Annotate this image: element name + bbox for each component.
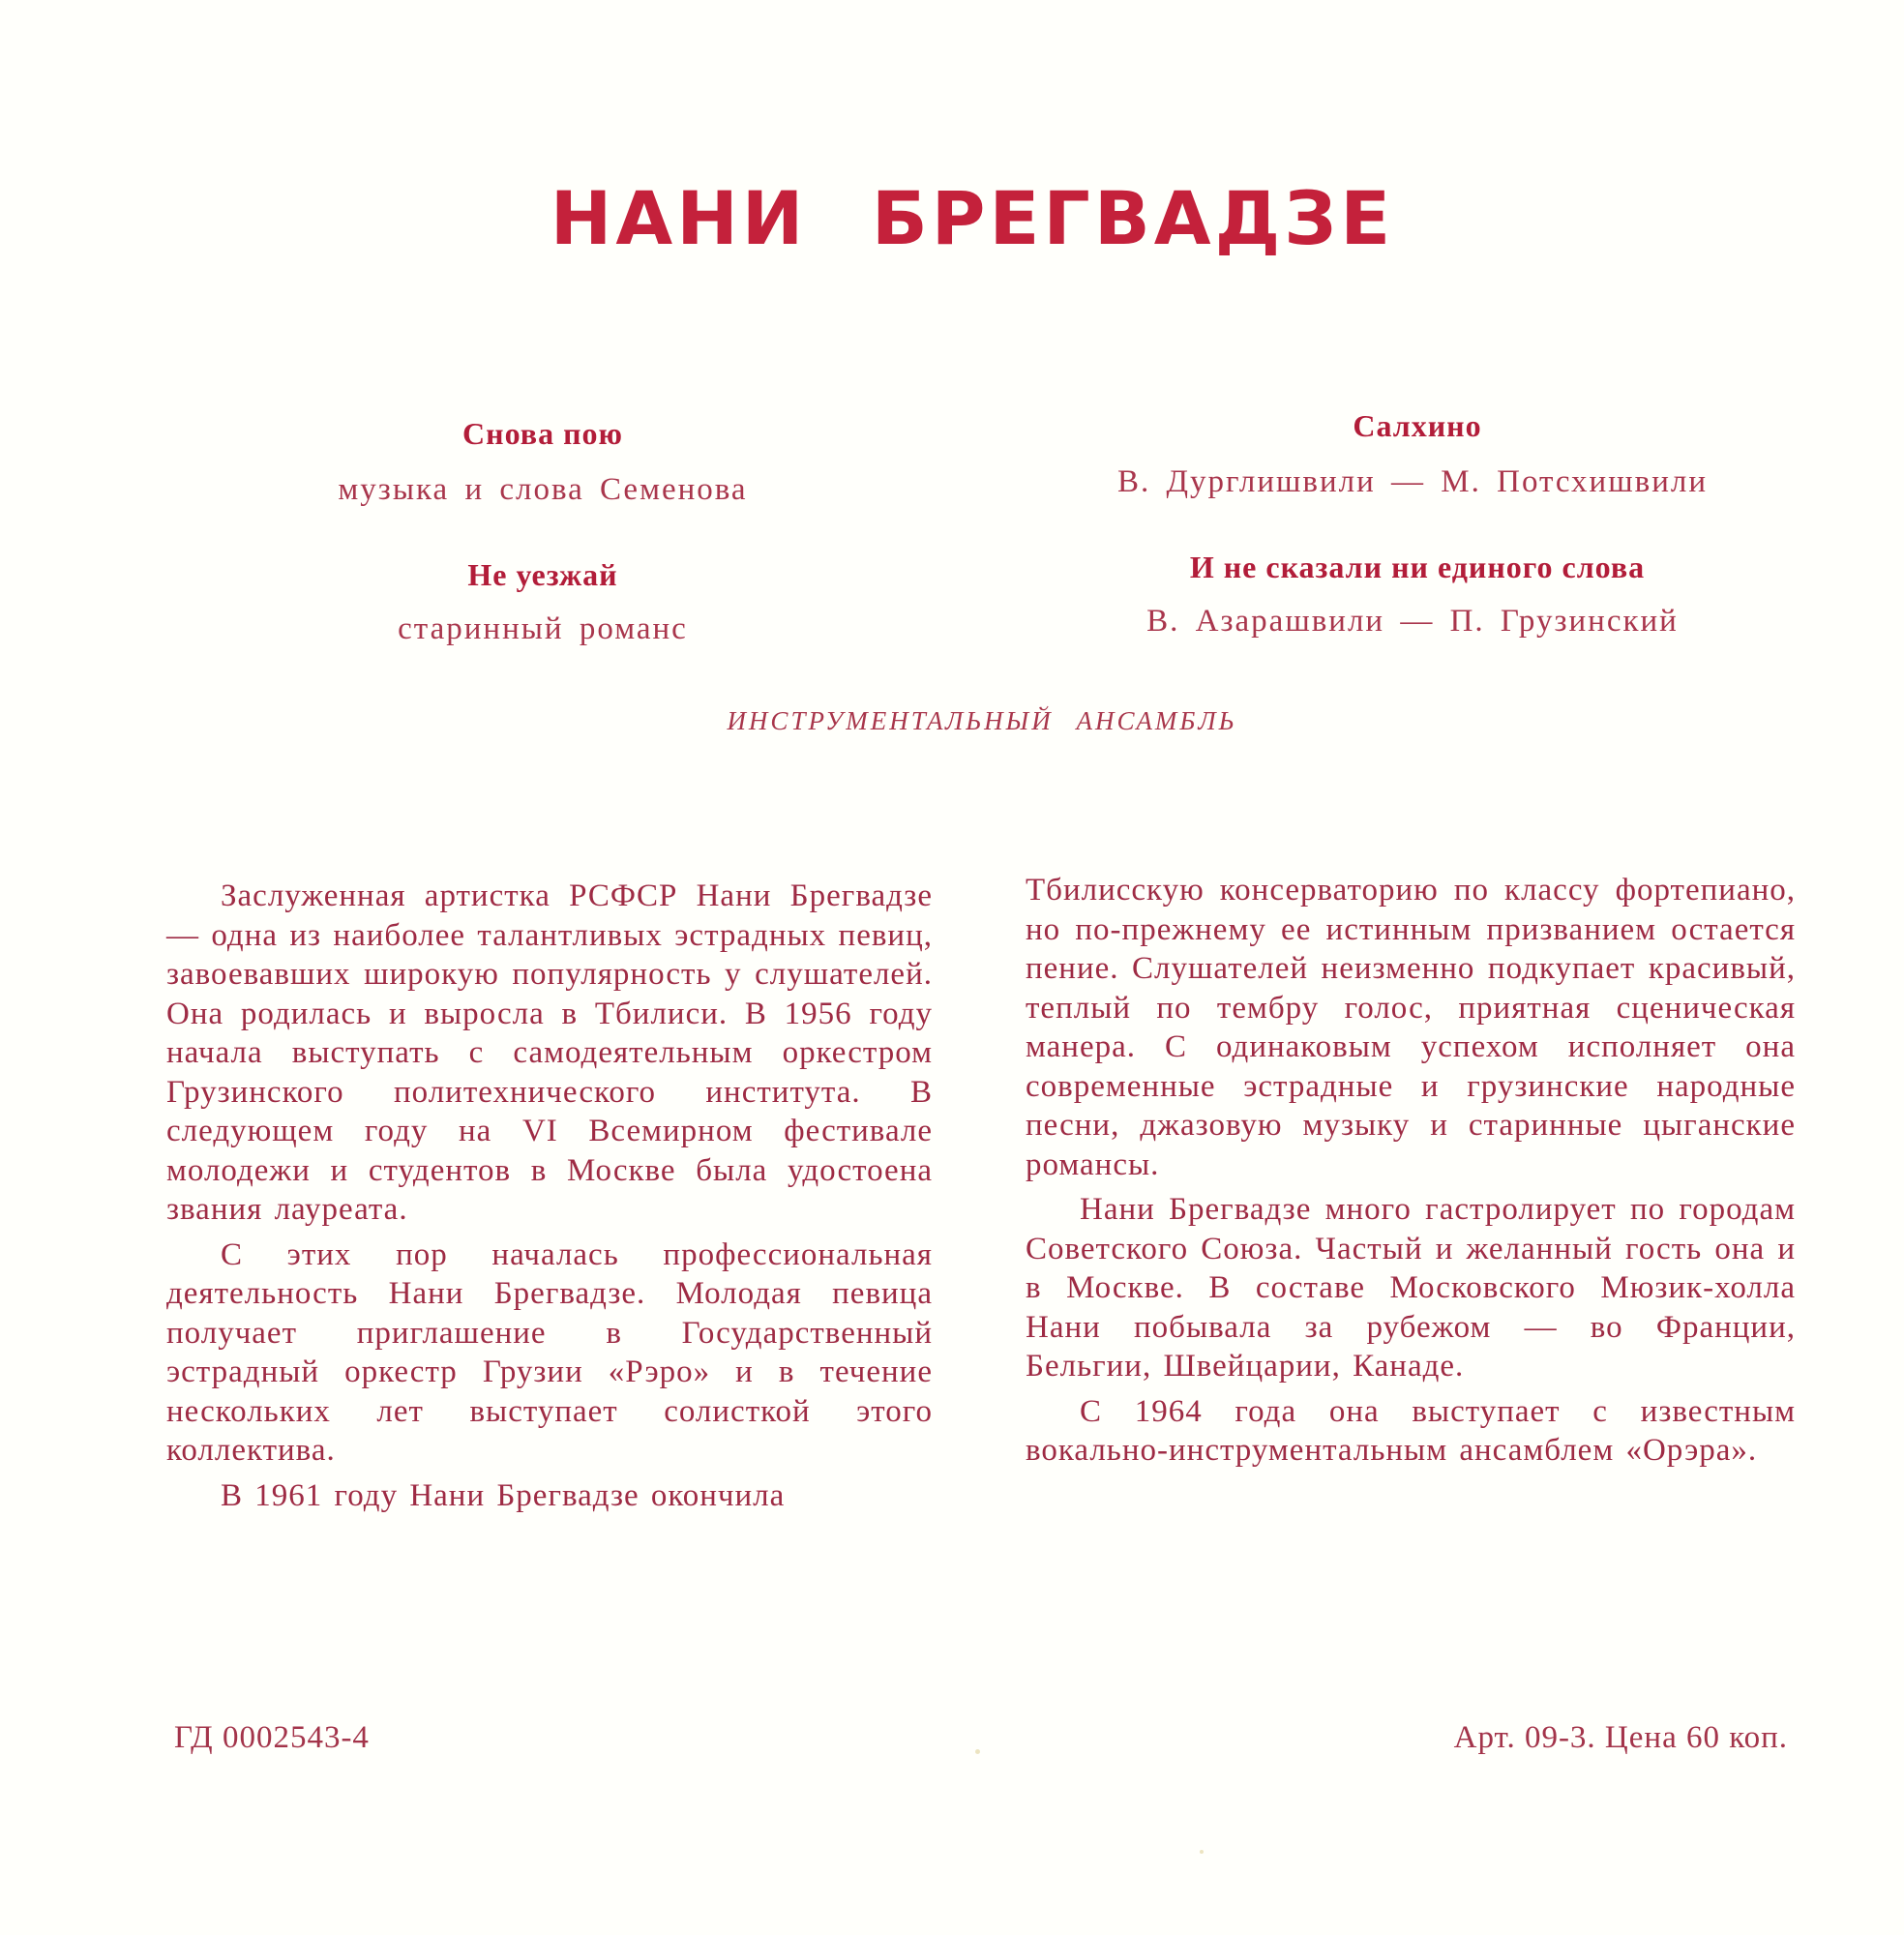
article-paragraph: С этих пор началась профессиональная деятельность Нани Брегвадзе. Молодая певица получает приглашение в Государственный эстрадный оркестр Грузии «Рэро» и в течение нескольких лет выступает солисткой этого коллектива. xyxy=(166,1236,933,1468)
song-credit-i-ne-skazali: В. Азарашвили — П. Грузинский xyxy=(1146,604,1679,639)
artist-title: НАНИ БРЕГВАДЗЕ xyxy=(550,175,1395,261)
song-credit-ne-uezzhay: старинный романс xyxy=(398,611,688,646)
song-credit-snova-poyu: музыка и слова Семенова xyxy=(338,472,748,507)
article-paragraph: Тбилисскую консерваторию по классу фортепиано, но по-прежнему ее истинным призванием остается пение. Слушателей неизменно подкупает красивый, теплый по тембру голос, приятная сценическая манера. С одинаковым успехом исполняет она современные эстрадные и грузинские народные песни, джазовую музыку и старинные цыганские романсы. xyxy=(1026,873,1796,1182)
paper-speck xyxy=(1200,1850,1204,1854)
article-paragraph: В 1961 году Нани Брегвадзе окончила xyxy=(221,1477,786,1513)
song-title-ne-uezzhay: Не уезжай xyxy=(467,557,618,592)
article-paragraph: Заслуженная артистка РСФСР Нани Брегвадзе — одна из наиболее талантливых эстрадных певиц, завоевавших широкую популярность у слушателей. Она родилась и выросла в Тбилиси. В 1956 году начала выступать с самодеятельным оркестром Грузинского политехнического института. В следующем году на VI Всемирном фестивале молодежи и студентов в Москве была удостоена звания лауреата. xyxy=(166,878,933,1227)
song-title-snova-poyu: Снова пою xyxy=(462,416,623,451)
song-title-salkhino: Салхино xyxy=(1353,408,1482,443)
article-column-left xyxy=(166,877,933,1521)
song-credit-salkhino: В. Дурглишвили — М. Потсхишвили xyxy=(1116,464,1708,499)
paper-speck xyxy=(975,1749,980,1754)
article-paragraph: Нани Брегвадзе много гастролирует по городам Советского Союза. Частый и желанный гость она и в Москве. В составе Московского Мюзик-холла Нани побывала за рубежом — во Франции, Бельгии, Швейцарии, Канаде. xyxy=(1026,1192,1796,1384)
article-paragraph: С 1964 года она выступает с известным вокально-инструментальным ансамблем «Орэра». xyxy=(1026,1393,1796,1468)
catalog-number: ГД 0002543-4 xyxy=(174,1720,370,1755)
ensemble-label: ИНСТРУМЕНТАЛЬНЫЙ АНСАМБЛЬ xyxy=(727,706,1237,735)
article-column-right xyxy=(1026,871,1796,1476)
price-label: Арт. 09-3. Цена 60 коп. xyxy=(1453,1720,1788,1755)
song-title-i-ne-skazali: И не сказали ни единого слова xyxy=(1189,550,1646,584)
